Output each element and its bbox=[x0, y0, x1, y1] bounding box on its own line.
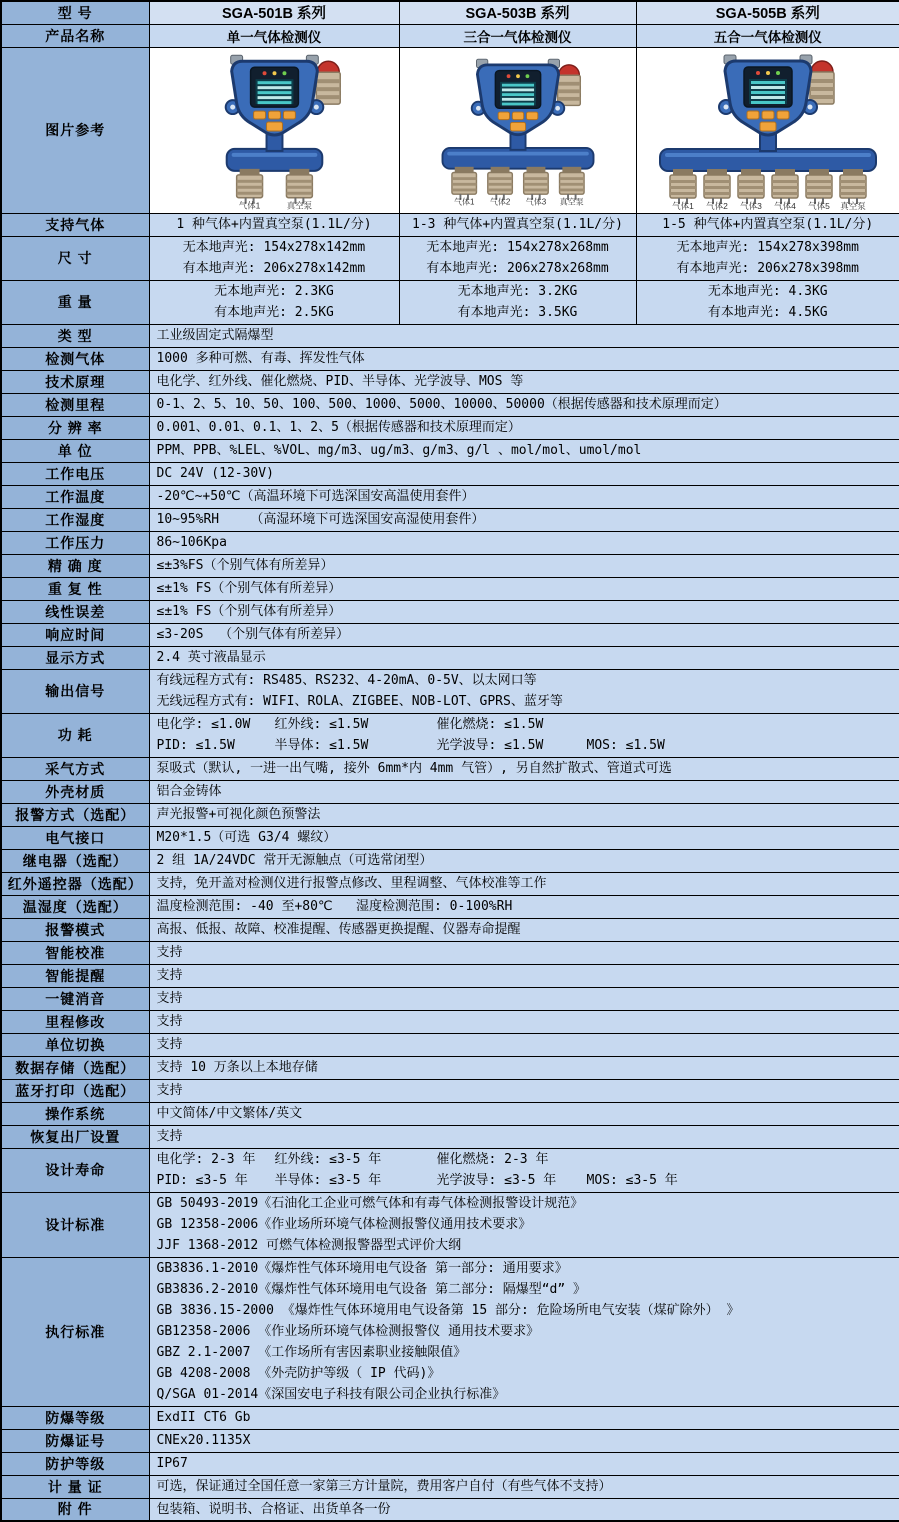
spec-value-cell bbox=[149, 1498, 899, 1521]
spec-value-cell bbox=[149, 324, 899, 347]
spec-value-cell bbox=[636, 280, 899, 324]
spec-value-cell bbox=[149, 1102, 899, 1125]
spec-line: 无本地声光: 154x278x268mm bbox=[400, 237, 636, 258]
spec-line: 高报、低报、故障、校准提醒、传感器更换提醒、仪器寿命提醒 bbox=[150, 919, 899, 940]
table-row bbox=[1, 669, 899, 713]
row-label: 工作湿度 bbox=[1, 508, 149, 531]
table-row bbox=[1, 987, 899, 1010]
sensor-label: 真空泵 bbox=[559, 197, 583, 207]
sensor-cylinder bbox=[704, 169, 730, 204]
gas-detector-image bbox=[150, 49, 399, 211]
spec-line: 2.4 英寸液晶显示 bbox=[150, 647, 899, 668]
table-row bbox=[1, 600, 899, 623]
sensor-cylinder bbox=[840, 169, 866, 204]
spec-value-cell bbox=[636, 213, 899, 236]
row-label: 数据存储（选配） bbox=[1, 1056, 149, 1079]
sensor-cylinder bbox=[286, 169, 312, 204]
spec-line: 可选，保证通过全国任意一家第三方计量院，费用客户自付（有些气体不支持） bbox=[150, 1476, 899, 1497]
row-label-model: 型 号 bbox=[1, 1, 149, 24]
spec-value-cell bbox=[149, 1192, 899, 1257]
spec-value-cell bbox=[149, 1429, 899, 1452]
product-name-cell: 五合一气体检测仪 bbox=[636, 24, 899, 47]
product-name-cell: 单一气体检测仪 bbox=[149, 24, 399, 47]
table-row bbox=[1, 1257, 899, 1406]
row-label: 工作温度 bbox=[1, 485, 149, 508]
sensor-label: 气体3 bbox=[525, 197, 546, 207]
table-row bbox=[1, 1498, 899, 1521]
row-label: 智能提醒 bbox=[1, 964, 149, 987]
model-name-cell: SGA-501B 系列 bbox=[149, 1, 399, 24]
detector-head bbox=[471, 59, 564, 135]
spec-line: 声光报警+可视化颜色预警法 bbox=[150, 804, 899, 825]
sensor-cylinder bbox=[236, 169, 262, 204]
spec-value-cell bbox=[149, 826, 899, 849]
row-label: 附 件 bbox=[1, 1498, 149, 1521]
table-row-images bbox=[1, 47, 899, 213]
row-label: 防爆证号 bbox=[1, 1429, 149, 1452]
spec-line: 无本地声光: 154x278x398mm bbox=[637, 237, 899, 258]
spec-line: GB 12358-2006《作业场所环境气体检测报警仪通用技术要求》 bbox=[150, 1214, 899, 1235]
table-row bbox=[1, 1010, 899, 1033]
spec-segment: MOS: ≤3-5 年 bbox=[587, 1170, 737, 1191]
sensor-cylinder bbox=[559, 167, 584, 200]
model-name-cell: SGA-505B 系列 bbox=[636, 1, 899, 24]
sensor-cylinder bbox=[806, 169, 832, 204]
spec-segment: MOS: ≤1.5W bbox=[587, 735, 737, 756]
spec-line: 0-1、2、5、10、50、100、500、1000、5000、10000、50000（根据传感器和技术原理而定） bbox=[150, 394, 899, 415]
spec-line: CNEx20.1135X bbox=[150, 1430, 899, 1451]
spec-line: 无本地声光: 2.3KG bbox=[150, 281, 399, 302]
sensor-label: 气体4 bbox=[774, 201, 796, 211]
spec-line bbox=[150, 735, 899, 756]
table-row bbox=[1, 872, 899, 895]
spec-value-cell bbox=[149, 941, 899, 964]
table-row bbox=[1, 485, 899, 508]
table-row bbox=[1, 531, 899, 554]
table-row bbox=[1, 416, 899, 439]
spec-line: DC 24V (12-30V) bbox=[150, 463, 899, 484]
table-row-product bbox=[1, 24, 899, 47]
spec-value-cell bbox=[149, 393, 899, 416]
spec-segment: 催化燃烧: 2-3 年 bbox=[437, 1149, 587, 1170]
spec-value-cell bbox=[149, 669, 899, 713]
spec-line: IP67 bbox=[150, 1453, 899, 1474]
table-row bbox=[1, 757, 899, 780]
spec-segment: 电化学: ≤1.0W bbox=[157, 714, 275, 735]
spec-value-cell bbox=[149, 508, 899, 531]
spec-value-cell bbox=[149, 577, 899, 600]
row-label-product: 产品名称 bbox=[1, 24, 149, 47]
spec-value-cell bbox=[399, 213, 636, 236]
spec-line: JJF 1368-2012 可燃气体检测报警器型式评价大纲 bbox=[150, 1235, 899, 1256]
sensor-label: 气体1 bbox=[672, 201, 694, 211]
spec-value-cell bbox=[149, 803, 899, 826]
spec-line: 有本地声光: 4.5KG bbox=[637, 302, 899, 323]
table-row bbox=[1, 803, 899, 826]
row-label: 采气方式 bbox=[1, 757, 149, 780]
row-label: 防爆等级 bbox=[1, 1406, 149, 1429]
spec-value-cell bbox=[636, 236, 899, 280]
spec-line: ≤±3%FS（个别气体有所差异） bbox=[150, 555, 899, 576]
table-row bbox=[1, 1452, 899, 1475]
row-label: 执行标准 bbox=[1, 1257, 149, 1406]
spec-value-cell bbox=[149, 213, 399, 236]
spec-value-cell bbox=[149, 713, 899, 757]
row-label: 单 位 bbox=[1, 439, 149, 462]
row-label: 红外遥控器（选配） bbox=[1, 872, 149, 895]
spec-table-body bbox=[1, 1, 899, 1521]
sensor-cylinder bbox=[487, 167, 512, 200]
table-row bbox=[1, 918, 899, 941]
spec-line: 1 种气体+内置真空泵(1.1L/分) bbox=[150, 214, 399, 235]
spec-value-cell bbox=[149, 1056, 899, 1079]
spec-value-cell bbox=[149, 646, 899, 669]
spec-line: GB 4208-2008 《外壳防护等级（ IP 代码)》 bbox=[150, 1363, 899, 1384]
spec-value-cell bbox=[149, 1452, 899, 1475]
table-row bbox=[1, 895, 899, 918]
sensor-label: 气体2 bbox=[489, 197, 510, 207]
spec-value-cell bbox=[149, 600, 899, 623]
spec-line: PPM、PPB、%LEL、%VOL、mg/m3、ug/m3、g/m3、g/l 、mol/mol、umol/mol bbox=[150, 440, 899, 461]
row-label: 操作系统 bbox=[1, 1102, 149, 1125]
spec-line: ≤±1% FS（个别气体有所差异） bbox=[150, 601, 899, 622]
spec-line: 支持 bbox=[150, 1080, 899, 1101]
spec-value-cell bbox=[149, 370, 899, 393]
spec-value-cell bbox=[149, 1257, 899, 1406]
row-label: 恢复出厂设置 bbox=[1, 1125, 149, 1148]
spec-segment: 电化学: 2-3 年 bbox=[157, 1149, 275, 1170]
spec-value-cell bbox=[149, 554, 899, 577]
spec-line: 无本地声光: 154x278x142mm bbox=[150, 237, 399, 258]
spec-value-cell bbox=[149, 872, 899, 895]
spec-value-cell bbox=[149, 416, 899, 439]
spec-line: 有本地声光: 2.5KG bbox=[150, 302, 399, 323]
spec-line bbox=[150, 1170, 899, 1191]
table-row bbox=[1, 370, 899, 393]
spec-line: -20℃~+50℃（高温环境下可选深国安高温使用套件） bbox=[150, 486, 899, 507]
table-row bbox=[1, 1079, 899, 1102]
spec-value-cell bbox=[399, 236, 636, 280]
detector-head bbox=[719, 55, 817, 135]
row-label: 检测气体 bbox=[1, 347, 149, 370]
spec-line bbox=[150, 714, 899, 735]
spec-line: 工业级固定式隔爆型 bbox=[150, 325, 899, 346]
row-label: 响应时间 bbox=[1, 623, 149, 646]
table-row bbox=[1, 236, 899, 280]
row-label: 检测里程 bbox=[1, 393, 149, 416]
sensor-label: 气体1 bbox=[238, 201, 260, 211]
spec-line: GBZ 2.1-2007 《工作场所有害因素职业接触限值》 bbox=[150, 1342, 899, 1363]
spec-value-cell bbox=[149, 780, 899, 803]
spec-value-cell bbox=[149, 757, 899, 780]
spec-segment: 光学波导: ≤3-5 年 bbox=[437, 1170, 587, 1191]
table-row bbox=[1, 849, 899, 872]
product-image-cell bbox=[636, 47, 899, 213]
spec-line: ≤3-20S （个别气体有所差异） bbox=[150, 624, 899, 645]
spec-value-cell bbox=[149, 895, 899, 918]
spec-line: 有线远程方式有: RS485、RS232、4-20mA、0-5V、以太网口等 bbox=[150, 670, 899, 691]
table-row bbox=[1, 713, 899, 757]
sensor-label: 真空泵 bbox=[840, 201, 866, 211]
spec-value-cell bbox=[149, 280, 399, 324]
spec-line: GB 3836.15-2000 《爆炸性气体环境用电气设备第 15 部分: 危险场所电气安装（煤矿除外） 》 bbox=[150, 1300, 899, 1321]
spec-value-cell bbox=[149, 347, 899, 370]
spec-line: 支持 bbox=[150, 1011, 899, 1032]
spec-line: 有本地声光: 3.5KG bbox=[400, 302, 636, 323]
spec-line: 无本地声光: 3.2KG bbox=[400, 281, 636, 302]
spec-segment: 催化燃烧: ≤1.5W bbox=[437, 714, 587, 735]
spec-line: 中文简体/中文繁体/英文 bbox=[150, 1103, 899, 1124]
table-row bbox=[1, 623, 899, 646]
spec-line: 泵吸式（默认, 一进一出气嘴, 接外 6mm*内 4mm 气管）, 另自然扩散式、管道式可选 bbox=[150, 758, 899, 779]
row-label: 精 确 度 bbox=[1, 554, 149, 577]
spec-value-cell bbox=[149, 964, 899, 987]
spec-line: 1-3 种气体+内置真空泵(1.1L/分) bbox=[400, 214, 636, 235]
row-label: 功 耗 bbox=[1, 713, 149, 757]
gas-detector-image bbox=[643, 49, 893, 211]
table-row bbox=[1, 508, 899, 531]
spec-line: 1000 多种可燃、有毒、挥发性气体 bbox=[150, 348, 899, 369]
spec-line: 有本地声光: 206x278x142mm bbox=[150, 258, 399, 279]
table-row-model bbox=[1, 1, 899, 24]
row-label: 外壳材质 bbox=[1, 780, 149, 803]
spec-value-cell bbox=[149, 439, 899, 462]
product-image-cell bbox=[149, 47, 399, 213]
sensor-cylinder bbox=[738, 169, 764, 204]
spec-value-cell bbox=[149, 849, 899, 872]
sensor-cylinder bbox=[451, 167, 476, 200]
spec-segment: 光学波导: ≤1.5W bbox=[437, 735, 587, 756]
table-row bbox=[1, 780, 899, 803]
row-label: 显示方式 bbox=[1, 646, 149, 669]
sensor-cylinder bbox=[523, 167, 548, 200]
spec-segment: PID: ≤3-5 年 bbox=[157, 1170, 275, 1191]
row-label: 报警方式（选配） bbox=[1, 803, 149, 826]
spec-line: 支持 10 万条以上本地存储 bbox=[150, 1057, 899, 1078]
model-name-cell: SGA-503B 系列 bbox=[399, 1, 636, 24]
sensor-cylinder bbox=[670, 169, 696, 204]
row-label: 重 量 bbox=[1, 280, 149, 324]
row-label: 蓝牙打印（选配） bbox=[1, 1079, 149, 1102]
table-row bbox=[1, 1056, 899, 1079]
table-row bbox=[1, 462, 899, 485]
table-row bbox=[1, 213, 899, 236]
spec-line: GB3836.2-2010《爆炸性气体环境用电气设备 第二部分: 隔爆型“d” 》 bbox=[150, 1279, 899, 1300]
spec-line bbox=[150, 1149, 899, 1170]
sensor-label: 气体2 bbox=[706, 201, 728, 211]
spec-line: 支持 bbox=[150, 988, 899, 1009]
spec-segment: 半导体: ≤3-5 年 bbox=[275, 1170, 437, 1191]
spec-line: 铝合金铸体 bbox=[150, 781, 899, 802]
spec-value-cell bbox=[149, 1079, 899, 1102]
spec-value-cell bbox=[149, 987, 899, 1010]
spec-line: 无本地声光: 4.3KG bbox=[637, 281, 899, 302]
table-row bbox=[1, 1475, 899, 1498]
row-label: 温湿度（选配） bbox=[1, 895, 149, 918]
row-label: 一键消音 bbox=[1, 987, 149, 1010]
table-row bbox=[1, 1102, 899, 1125]
spec-line: Q/SGA 01-2014《深国安电子科技有限公司企业执行标准》 bbox=[150, 1384, 899, 1405]
spec-line: 温度检测范围: -40 至+80℃ 湿度检测范围: 0-100%RH bbox=[150, 896, 899, 917]
table-row bbox=[1, 1429, 899, 1452]
spec-line: 86~106Kpa bbox=[150, 532, 899, 553]
spec-value-cell bbox=[149, 1148, 899, 1192]
sensor-label: 气体1 bbox=[453, 197, 474, 207]
table-row bbox=[1, 554, 899, 577]
spec-line: 无线远程方式有: WIFI、ROLA、ZIGBEE、NOB-LOT、GPRS、蓝牙等 bbox=[150, 691, 899, 712]
spec-line: ≤±1% FS（个别气体有所差异） bbox=[150, 578, 899, 599]
spec-line: 1-5 种气体+内置真空泵(1.1L/分) bbox=[637, 214, 899, 235]
table-row bbox=[1, 393, 899, 416]
row-label: 继电器（选配） bbox=[1, 849, 149, 872]
spec-value-cell bbox=[149, 531, 899, 554]
table-row bbox=[1, 347, 899, 370]
spec-value-cell bbox=[149, 462, 899, 485]
spec-line: 支持，免开盖对检测仪进行报警点修改、里程调整、气体校准等工作 bbox=[150, 873, 899, 894]
row-label: 线性误差 bbox=[1, 600, 149, 623]
spec-line: 电化学、红外线、催化燃烧、PID、半导体、光学波导、MOS 等 bbox=[150, 371, 899, 392]
row-label: 智能校准 bbox=[1, 941, 149, 964]
detector-head bbox=[225, 55, 323, 135]
spec-value-cell bbox=[149, 236, 399, 280]
spec-line: GB12358-2006 《作业场所环境气体检测报警仪 通用技术要求》 bbox=[150, 1321, 899, 1342]
spec-line: 支持 bbox=[150, 1034, 899, 1055]
spec-segment: 红外线: ≤3-5 年 bbox=[275, 1149, 437, 1170]
row-label: 技术原理 bbox=[1, 370, 149, 393]
spec-segment: 半导体: ≤1.5W bbox=[275, 735, 437, 756]
row-label: 支持气体 bbox=[1, 213, 149, 236]
spec-line: GB 50493-2019《石油化工企业可燃气体和有毒气体检测报警设计规范》 bbox=[150, 1193, 899, 1214]
row-label: 单位切换 bbox=[1, 1033, 149, 1056]
spec-value-cell bbox=[149, 1475, 899, 1498]
table-row bbox=[1, 324, 899, 347]
spec-value-cell bbox=[149, 485, 899, 508]
spec-segment: PID: ≤1.5W bbox=[157, 735, 275, 756]
row-label: 电气接口 bbox=[1, 826, 149, 849]
table-row bbox=[1, 646, 899, 669]
spec-value-cell bbox=[149, 1406, 899, 1429]
sensor-cylinder bbox=[772, 169, 798, 204]
product-name-cell: 三合一气体检测仪 bbox=[399, 24, 636, 47]
row-label: 工作电压 bbox=[1, 462, 149, 485]
spec-segment: 红外线: ≤1.5W bbox=[275, 714, 437, 735]
row-label: 里程修改 bbox=[1, 1010, 149, 1033]
row-label: 尺 寸 bbox=[1, 236, 149, 280]
spec-line: 有本地声光: 206x278x268mm bbox=[400, 258, 636, 279]
spec-line: 支持 bbox=[150, 965, 899, 986]
table-row bbox=[1, 1148, 899, 1192]
spec-line: 2 组 1A/24VDC 常开无源触点（可选常闭型） bbox=[150, 850, 899, 871]
row-label: 设计标准 bbox=[1, 1192, 149, 1257]
table-row bbox=[1, 1125, 899, 1148]
spec-value-cell bbox=[399, 280, 636, 324]
spec-line: ExdII CT6 Gb bbox=[150, 1407, 899, 1428]
table-row bbox=[1, 826, 899, 849]
sensor-label: 气体5 bbox=[808, 201, 830, 211]
spec-line: 有本地声光: 206x278x398mm bbox=[637, 258, 899, 279]
spec-line: 支持 bbox=[150, 1126, 899, 1147]
spec-value-cell bbox=[149, 918, 899, 941]
spec-line: GB3836.1-2010《爆炸性气体环境用电气设备 第一部分: 通用要求》 bbox=[150, 1258, 899, 1279]
row-label-image: 图片参考 bbox=[1, 47, 149, 213]
spec-line: 0.001、0.01、0.1、1、2、5（根据传感器和技术原理而定） bbox=[150, 417, 899, 438]
row-label: 计 量 证 bbox=[1, 1475, 149, 1498]
row-label: 重 复 性 bbox=[1, 577, 149, 600]
row-label: 输出信号 bbox=[1, 669, 149, 713]
spec-value-cell bbox=[149, 1125, 899, 1148]
product-image-cell bbox=[399, 47, 636, 213]
row-label: 工作压力 bbox=[1, 531, 149, 554]
spec-value-cell bbox=[149, 623, 899, 646]
row-label: 分 辨 率 bbox=[1, 416, 149, 439]
spec-line: M20*1.5（可选 G3/4 螺纹） bbox=[150, 827, 899, 848]
row-label: 防护等级 bbox=[1, 1452, 149, 1475]
gas-detector-image bbox=[400, 49, 636, 211]
spec-value-cell bbox=[149, 1033, 899, 1056]
row-label: 设计寿命 bbox=[1, 1148, 149, 1192]
sensor-label: 真空泵 bbox=[286, 201, 312, 211]
table-row bbox=[1, 1033, 899, 1056]
spec-line: 支持 bbox=[150, 942, 899, 963]
spec-line: 包装箱、说明书、合格证、出货单各一份 bbox=[150, 1499, 899, 1520]
sensor-label: 气体3 bbox=[740, 201, 762, 211]
spec-line: 10~95%RH （高湿环境下可选深国安高湿使用套件） bbox=[150, 509, 899, 530]
spec-value-cell bbox=[149, 1010, 899, 1033]
row-label: 类 型 bbox=[1, 324, 149, 347]
table-row bbox=[1, 1192, 899, 1257]
table-row bbox=[1, 941, 899, 964]
table-row bbox=[1, 964, 899, 987]
table-row bbox=[1, 439, 899, 462]
table-row bbox=[1, 1406, 899, 1429]
table-row bbox=[1, 280, 899, 324]
row-label: 报警模式 bbox=[1, 918, 149, 941]
table-row bbox=[1, 577, 899, 600]
